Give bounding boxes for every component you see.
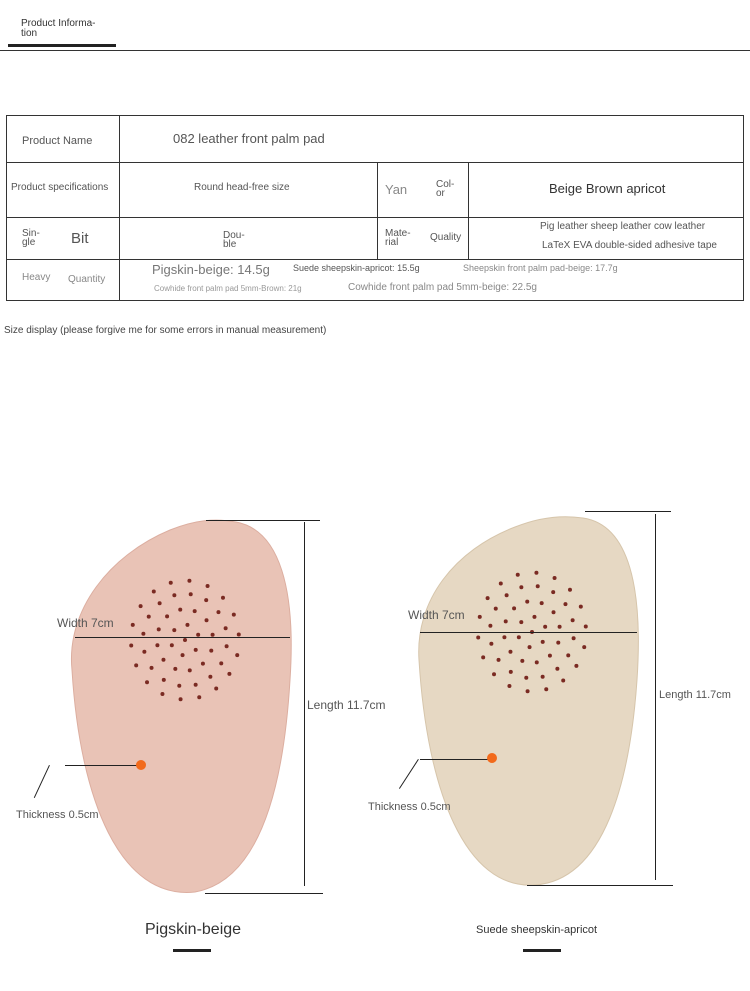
perforation-hole xyxy=(162,678,166,682)
perforation-hole xyxy=(566,653,570,657)
perforation-hole xyxy=(552,610,556,614)
weight-entry: Pigskin-beige: 14.5g xyxy=(152,262,270,277)
product-variant-name: Pigskin-beige xyxy=(145,921,242,938)
thickness-marker-dot xyxy=(136,760,146,770)
perforation-hole xyxy=(509,670,513,674)
color-label-b: Col- or xyxy=(436,179,455,199)
perforation-hole xyxy=(507,684,511,688)
perforation-hole xyxy=(172,628,176,632)
perforation-hole xyxy=(173,667,177,671)
perforation-hole xyxy=(584,625,588,629)
perforation-hole xyxy=(165,614,169,618)
perforation-hole xyxy=(227,672,231,676)
product-name-label: Product Name xyxy=(22,135,93,147)
table-row-divider xyxy=(7,162,743,163)
perforation-hole xyxy=(235,653,239,657)
perforation-hole xyxy=(476,635,480,639)
perforation-hole xyxy=(214,686,218,690)
perforation-hole xyxy=(563,602,567,606)
table-row-divider xyxy=(7,217,743,218)
perforation-hole xyxy=(172,593,176,597)
perforation-hole xyxy=(197,695,201,699)
perforation-hole xyxy=(519,585,523,589)
header-divider xyxy=(0,50,750,51)
perforation-hole xyxy=(478,615,482,619)
single-label-a: Sin- gle xyxy=(22,228,40,248)
perforation-hole xyxy=(535,660,539,664)
perforation-hole xyxy=(494,607,498,611)
length-bottom-tick xyxy=(205,893,323,894)
length-label: Length 11.7cm xyxy=(659,689,731,701)
color-value: Beige Brown apricot xyxy=(549,181,666,196)
perforation-hole xyxy=(497,658,501,662)
perforation-hole xyxy=(525,600,529,604)
perforation-hole xyxy=(520,659,524,663)
perforation-hole xyxy=(152,590,156,594)
size-display-caption: Size display (please forgive me for some errors in manual measurement) xyxy=(4,325,327,336)
material-label-b: Quality xyxy=(430,232,462,243)
thickness-label: Thickness 0.5cm xyxy=(16,809,99,821)
perforation-hole xyxy=(145,680,149,684)
perforation-hole xyxy=(139,604,143,608)
perforation-hole xyxy=(499,582,503,586)
perforation-hole xyxy=(177,684,181,688)
perforation-hole xyxy=(544,687,548,691)
table-row-divider xyxy=(7,259,743,260)
perforation-hole xyxy=(536,584,540,588)
perforation-hole xyxy=(517,635,521,639)
length-dimension-line xyxy=(655,514,656,880)
perforation-hole xyxy=(556,641,560,645)
perforation-hole xyxy=(189,592,193,596)
variant-name-underline xyxy=(173,949,211,952)
perforation-hole xyxy=(558,625,562,629)
perforation-hole xyxy=(205,618,209,622)
perforation-hole xyxy=(181,653,185,657)
perforation-hole xyxy=(237,633,241,637)
perforation-hole xyxy=(505,593,509,597)
perforation-hole xyxy=(489,642,493,646)
perforation-hole xyxy=(221,596,225,600)
perforation-hole xyxy=(131,623,135,627)
perforation-hole xyxy=(568,588,572,592)
tab-active-underline xyxy=(8,44,116,47)
width-dimension-line xyxy=(75,637,290,638)
perforation-hole xyxy=(224,626,228,630)
perforation-hole xyxy=(129,643,133,647)
perforation-hole xyxy=(188,668,192,672)
thickness-leader-line xyxy=(420,759,490,760)
perforation-hole xyxy=(532,615,536,619)
perforation-hole xyxy=(492,672,496,676)
weight-label-b: Quantity xyxy=(68,274,106,285)
perforation-hole xyxy=(548,654,552,658)
perforation-hole xyxy=(541,640,545,644)
perforation-hole xyxy=(219,661,223,665)
perforation-hole xyxy=(216,610,220,614)
perforation-hole xyxy=(512,606,516,610)
perforation-hole xyxy=(141,632,145,636)
perforation-hole xyxy=(194,648,198,652)
length-dimension-line xyxy=(304,522,305,886)
perforation-hole xyxy=(208,675,212,679)
single-value: Dou- ble xyxy=(223,230,245,250)
perforation-hole xyxy=(561,678,565,682)
perforation-hole xyxy=(508,650,512,654)
spec-label: Product specifications xyxy=(11,182,109,193)
perforation-hole xyxy=(134,663,138,667)
perforation-hole xyxy=(551,590,555,594)
table-col-divider xyxy=(377,162,378,259)
perforation-hole xyxy=(571,618,575,622)
perforation-hole xyxy=(209,649,213,653)
color-label-a: Yan xyxy=(385,182,408,197)
perforation-hole xyxy=(142,650,146,654)
length-top-tick xyxy=(206,520,320,521)
perforation-hole xyxy=(504,619,508,623)
perforation-hole xyxy=(178,608,182,612)
perforation-hole xyxy=(488,624,492,628)
table-col-divider xyxy=(119,116,120,300)
thickness-leader-line xyxy=(65,765,140,766)
length-label: Length 11.7cm xyxy=(307,698,386,712)
perforation-hole xyxy=(579,605,583,609)
perforation-hole xyxy=(534,571,538,575)
perforation-hole xyxy=(572,636,576,640)
perforation-hole xyxy=(155,643,159,647)
single-label-b: Bit xyxy=(71,230,89,247)
thickness-marker-dot xyxy=(487,753,497,763)
spec-value: Round head-free size xyxy=(194,182,290,193)
perforation-hole xyxy=(170,643,174,647)
perforation-hole xyxy=(519,620,523,624)
variant-name-underline xyxy=(523,949,561,952)
perforation-hole xyxy=(526,689,530,693)
perforation-hole xyxy=(204,598,208,602)
product-name-value: 082 leather front palm pad xyxy=(173,131,325,146)
weight-entry: Cowhide front palm pad 5mm-Brown: 21g xyxy=(154,284,302,293)
weight-entry: Sheepskin front palm pad-beige: 17.7g xyxy=(463,263,618,273)
product-suede-sheepskin-apricot xyxy=(368,500,750,970)
perforation-hole xyxy=(187,579,191,583)
perforation-hole xyxy=(158,601,162,605)
spec-table xyxy=(6,115,744,301)
perforation-hole xyxy=(543,625,547,629)
width-label: Width 7cm xyxy=(408,608,465,622)
weight-label-a: Heavy xyxy=(22,272,51,283)
perforation-hole xyxy=(555,667,559,671)
thickness-label: Thickness 0.5cm xyxy=(368,801,451,813)
perforation-hole xyxy=(183,638,187,642)
perforation-hole xyxy=(582,645,586,649)
product-pigskin-beige xyxy=(0,500,386,970)
perforation-hole xyxy=(150,666,154,670)
weight-entry: Suede sheepskin-apricot: 15.5g xyxy=(293,263,420,273)
length-bottom-tick xyxy=(527,885,673,886)
perforation-hole xyxy=(225,644,229,648)
perforation-hole xyxy=(502,635,506,639)
product-variant-name: Suede sheepskin-apricot xyxy=(476,924,598,936)
width-label: Width 7cm xyxy=(57,616,114,630)
perforation-hole xyxy=(524,676,528,680)
perforation-hole xyxy=(206,584,210,588)
width-dimension-line xyxy=(420,632,637,633)
perforation-hole xyxy=(201,662,205,666)
perforation-hole xyxy=(481,655,485,659)
product-information-tab[interactable]: Product Informa- tion xyxy=(21,18,96,39)
perforation-hole xyxy=(553,576,557,580)
perforation-hole xyxy=(574,664,578,668)
perforation-hole xyxy=(161,658,165,662)
perforation-hole xyxy=(540,601,544,605)
perforation-hole xyxy=(194,683,198,687)
material-value-2: LaTeX EVA double-sided adhesive tape xyxy=(542,240,717,251)
perforation-hole xyxy=(193,609,197,613)
perforation-hole xyxy=(157,627,161,631)
perforation-hole xyxy=(185,623,189,627)
perforation-hole xyxy=(541,675,545,679)
perforation-hole xyxy=(486,596,490,600)
perforation-hole xyxy=(160,692,164,696)
perforation-hole xyxy=(169,581,173,585)
material-value-1: Pig leather sheep leather cow leather xyxy=(540,221,706,232)
length-top-tick xyxy=(585,511,671,512)
weight-entry: Cowhide front palm pad 5mm-beige: 22.5g xyxy=(348,282,537,293)
table-col-divider xyxy=(468,162,469,259)
perforation-hole xyxy=(147,615,151,619)
perforation-hole xyxy=(179,697,183,701)
perforation-hole xyxy=(516,573,520,577)
perforation-hole xyxy=(232,613,236,617)
perforation-hole xyxy=(528,645,532,649)
material-label-a: Mate- rial xyxy=(385,228,411,248)
